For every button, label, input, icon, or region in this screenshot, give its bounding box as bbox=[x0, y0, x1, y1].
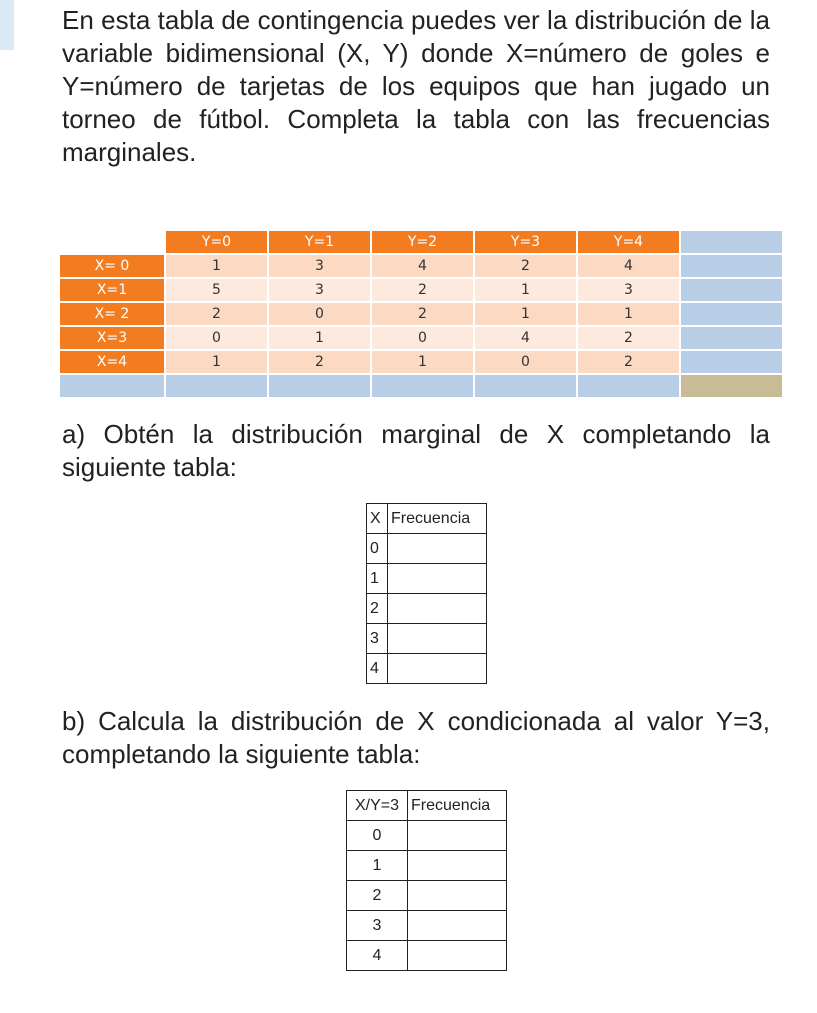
marginal-row bbox=[60, 375, 782, 397]
contingency-table bbox=[58, 229, 784, 399]
marginal-x-table bbox=[366, 503, 487, 684]
row-header: X=4 bbox=[60, 351, 164, 373]
frequency-cell: 0 bbox=[475, 351, 576, 373]
frequency-cell: 5 bbox=[166, 279, 267, 301]
contingency-header-row bbox=[60, 231, 782, 253]
row-header: X= 0 bbox=[60, 255, 164, 277]
marginal-cell-empty[interactable] bbox=[578, 375, 679, 397]
x-value: 4 bbox=[347, 941, 408, 971]
header-corner-blank bbox=[60, 231, 164, 253]
frequency-cell: 4 bbox=[372, 255, 473, 277]
table-header-row bbox=[347, 791, 507, 821]
contingency-row bbox=[60, 351, 782, 373]
frequency-cell: 4 bbox=[475, 327, 576, 349]
x-value: 4 bbox=[367, 654, 388, 684]
table-row bbox=[347, 881, 507, 911]
frequency-answer-cell[interactable] bbox=[408, 821, 507, 851]
contingency-row bbox=[60, 255, 782, 277]
frequency-answer-cell[interactable] bbox=[388, 534, 487, 564]
contingency-row bbox=[60, 303, 782, 325]
table-row bbox=[367, 594, 487, 624]
table-row bbox=[367, 534, 487, 564]
frequency-cell: 2 bbox=[578, 351, 679, 373]
col-header: Y=4 bbox=[578, 231, 679, 253]
header-x: X bbox=[367, 504, 388, 534]
marginal-cell-empty[interactable] bbox=[372, 375, 473, 397]
table-row bbox=[347, 851, 507, 881]
frequency-answer-cell[interactable] bbox=[388, 654, 487, 684]
marginal-cell-empty[interactable] bbox=[681, 327, 782, 349]
frequency-cell: 2 bbox=[475, 255, 576, 277]
frequency-cell: 1 bbox=[166, 255, 267, 277]
contingency-row bbox=[60, 279, 782, 301]
frequency-answer-cell[interactable] bbox=[388, 564, 487, 594]
frequency-cell: 1 bbox=[166, 351, 267, 373]
header-frequency: Frecuencia bbox=[388, 504, 487, 534]
marginal-cell-empty[interactable] bbox=[60, 375, 164, 397]
x-value: 2 bbox=[367, 594, 388, 624]
marginal-cell-empty[interactable] bbox=[166, 375, 267, 397]
frequency-cell: 0 bbox=[372, 327, 473, 349]
frequency-cell: 2 bbox=[166, 303, 267, 325]
question-b-text: b) Calcula la distribución de X condicionada al valor Y=3, completando la siguiente tabla: bbox=[62, 706, 770, 769]
header-frequency: Frecuencia bbox=[408, 791, 507, 821]
header-x-given-y: X/Y=3 bbox=[347, 791, 408, 821]
question-a-text: a) Obtén la distribución marginal de X completando la siguiente tabla: bbox=[62, 419, 770, 482]
frequency-cell: 2 bbox=[578, 327, 679, 349]
frequency-cell: 1 bbox=[475, 303, 576, 325]
frequency-answer-cell[interactable] bbox=[388, 624, 487, 654]
frequency-answer-cell[interactable] bbox=[408, 851, 507, 881]
col-header: Y=3 bbox=[475, 231, 576, 253]
contingency-row bbox=[60, 327, 782, 349]
x-value: 1 bbox=[367, 564, 388, 594]
x-value: 3 bbox=[367, 624, 388, 654]
side-tab-marker bbox=[0, 0, 14, 50]
frequency-cell: 1 bbox=[372, 351, 473, 373]
x-value: 1 bbox=[347, 851, 408, 881]
x-value: 0 bbox=[347, 821, 408, 851]
x-value: 2 bbox=[347, 881, 408, 911]
frequency-answer-cell[interactable] bbox=[408, 941, 507, 971]
marginal-cell-empty[interactable] bbox=[475, 375, 576, 397]
row-header: X=3 bbox=[60, 327, 164, 349]
col-header: Y=1 bbox=[269, 231, 370, 253]
table-row bbox=[367, 564, 487, 594]
frequency-cell: 3 bbox=[578, 279, 679, 301]
col-header: Y=0 bbox=[166, 231, 267, 253]
row-header: X=1 bbox=[60, 279, 164, 301]
frequency-cell: 1 bbox=[269, 327, 370, 349]
marginal-cell-empty[interactable] bbox=[681, 231, 782, 253]
frequency-answer-cell[interactable] bbox=[388, 594, 487, 624]
frequency-cell: 3 bbox=[269, 255, 370, 277]
marginal-cell-empty[interactable] bbox=[681, 303, 782, 325]
row-header: X= 2 bbox=[60, 303, 164, 325]
table-row bbox=[367, 624, 487, 654]
frequency-cell: 2 bbox=[372, 303, 473, 325]
table-header-row bbox=[367, 504, 487, 534]
frequency-cell: 0 bbox=[269, 303, 370, 325]
frequency-cell: 4 bbox=[578, 255, 679, 277]
frequency-cell: 2 bbox=[269, 351, 370, 373]
table-row bbox=[347, 941, 507, 971]
frequency-cell: 3 bbox=[269, 279, 370, 301]
marginal-cell-empty[interactable] bbox=[681, 351, 782, 373]
frequency-cell: 2 bbox=[372, 279, 473, 301]
intro-paragraph: En esta tabla de contingencia puedes ver la distribución de la variable bidimensional (X, Y) donde X=número de goles e Y=número de tarjetas de los equipos que han jugado un torneo de fútbol. Completa la tabla con las frecuencias marginales. bbox=[62, 5, 770, 167]
x-value: 3 bbox=[347, 911, 408, 941]
table-row bbox=[347, 911, 507, 941]
frequency-cell: 1 bbox=[578, 303, 679, 325]
x-value: 0 bbox=[367, 534, 388, 564]
col-header: Y=2 bbox=[372, 231, 473, 253]
table-row bbox=[347, 821, 507, 851]
frequency-answer-cell[interactable] bbox=[408, 881, 507, 911]
conditional-x-table bbox=[346, 790, 507, 971]
marginal-cell-empty[interactable] bbox=[681, 255, 782, 277]
frequency-cell: 1 bbox=[475, 279, 576, 301]
total-cell-empty[interactable] bbox=[681, 375, 782, 397]
frequency-cell: 0 bbox=[166, 327, 267, 349]
table-row bbox=[367, 654, 487, 684]
marginal-cell-empty[interactable] bbox=[681, 279, 782, 301]
frequency-answer-cell[interactable] bbox=[408, 911, 507, 941]
marginal-cell-empty[interactable] bbox=[269, 375, 370, 397]
